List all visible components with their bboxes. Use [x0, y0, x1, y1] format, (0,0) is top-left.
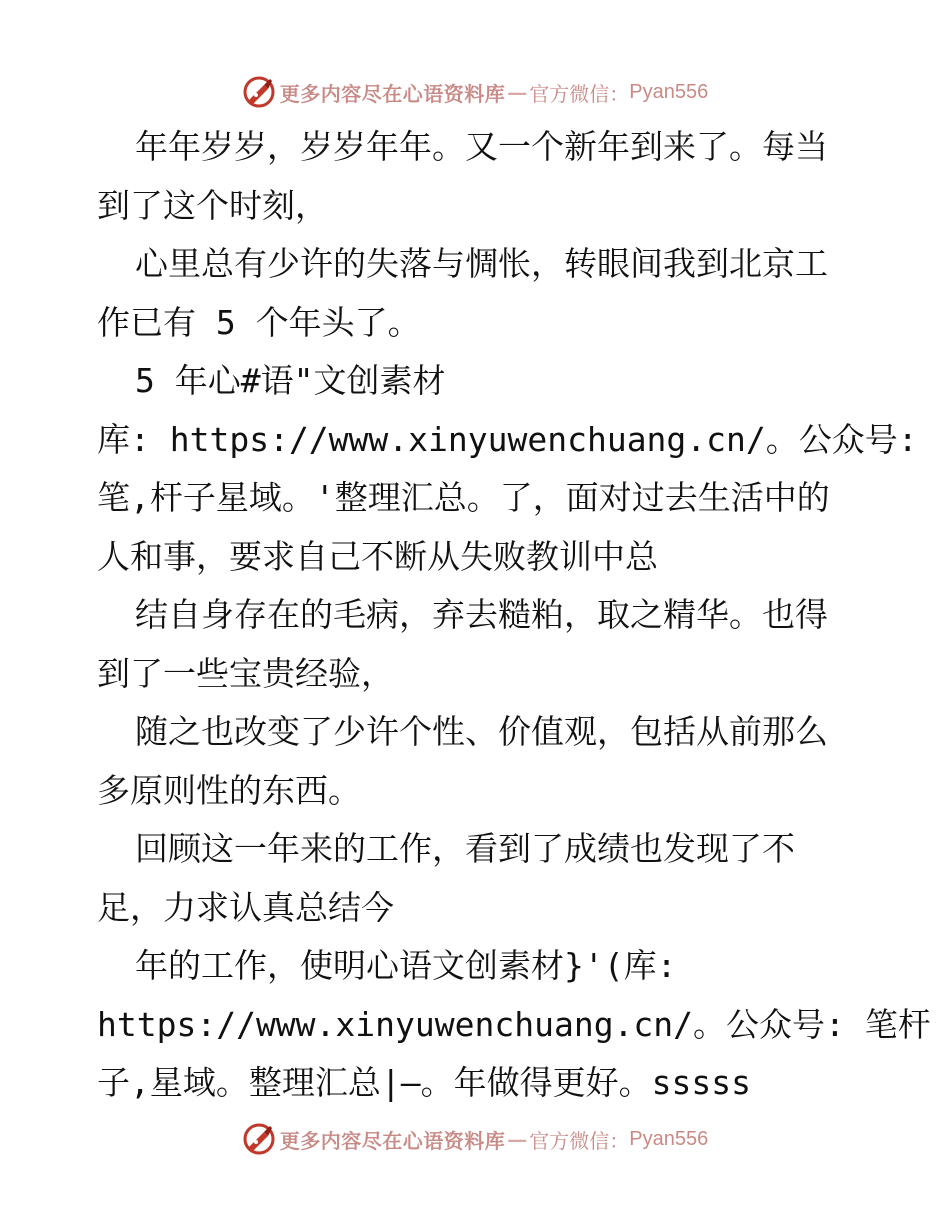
- body-line: 人和事，要求自己不断从失败教训中总: [97, 536, 658, 576]
- pen-nib-logo-icon: [242, 1122, 276, 1156]
- body-line: 回顾这一年来的工作，看到了成绩也发现了不: [135, 829, 795, 868]
- header-watermark-banner: [0, 72, 950, 112]
- header-banner-separator: —: [507, 80, 528, 104]
- body-line: 心里总有少许的失落与惆怅，转眼间我到北京工: [135, 244, 828, 283]
- footer-banner-wechat-id: Pyan556: [629, 1127, 709, 1150]
- footer-banner-separator: —: [507, 1127, 528, 1151]
- body-line: 库: https://www.xinyuwenchuang.cn/。公众号:: [97, 419, 918, 459]
- footer-banner-text: 更多内容尽在心语资料库: [279, 1128, 506, 1153]
- body-line: 到了一些宝贵经验，: [97, 653, 394, 693]
- body-line: 足，力求认真总结今: [97, 887, 394, 927]
- body-line: 年的工作，使明心语文创素材}'(库:: [135, 946, 677, 985]
- body-line: 到了这个时刻，: [97, 185, 328, 225]
- footer-banner-wechat-label: 官方微信：: [529, 1128, 630, 1153]
- body-line: 年年岁岁，岁岁年年。又一个新年到来了。每当: [135, 127, 828, 166]
- body-line: 多原则性的东西。: [97, 770, 361, 810]
- body-line: 随之也改变了少许个性、价值观，包括从前那么: [135, 712, 828, 751]
- footer-watermark-banner: [0, 1119, 950, 1159]
- body-line: 结自身存在的毛病，弃去糙粕，取之精华。也得: [135, 595, 828, 634]
- body-line: 5 年心#语"文创素材: [135, 361, 446, 400]
- body-line: 笔,杆子星域。'整理汇总。了，面对过去生活中的: [97, 478, 830, 517]
- document-body: [97, 118, 931, 1113]
- header-banner-wechat-label: 官方微信：: [529, 81, 630, 106]
- body-line: 作已有 5 个年头了。: [97, 302, 421, 342]
- body-line: 子,星域。整理汇总|—。年做得更好。sssss: [97, 1063, 751, 1102]
- pen-nib-logo-icon: [242, 75, 276, 109]
- header-banner-text: 更多内容尽在心语资料库: [279, 81, 506, 106]
- header-banner-wechat-id: Pyan556: [629, 80, 709, 103]
- body-line: https://www.xinyuwenchuang.cn/。公众号: 笔杆: [97, 1004, 931, 1044]
